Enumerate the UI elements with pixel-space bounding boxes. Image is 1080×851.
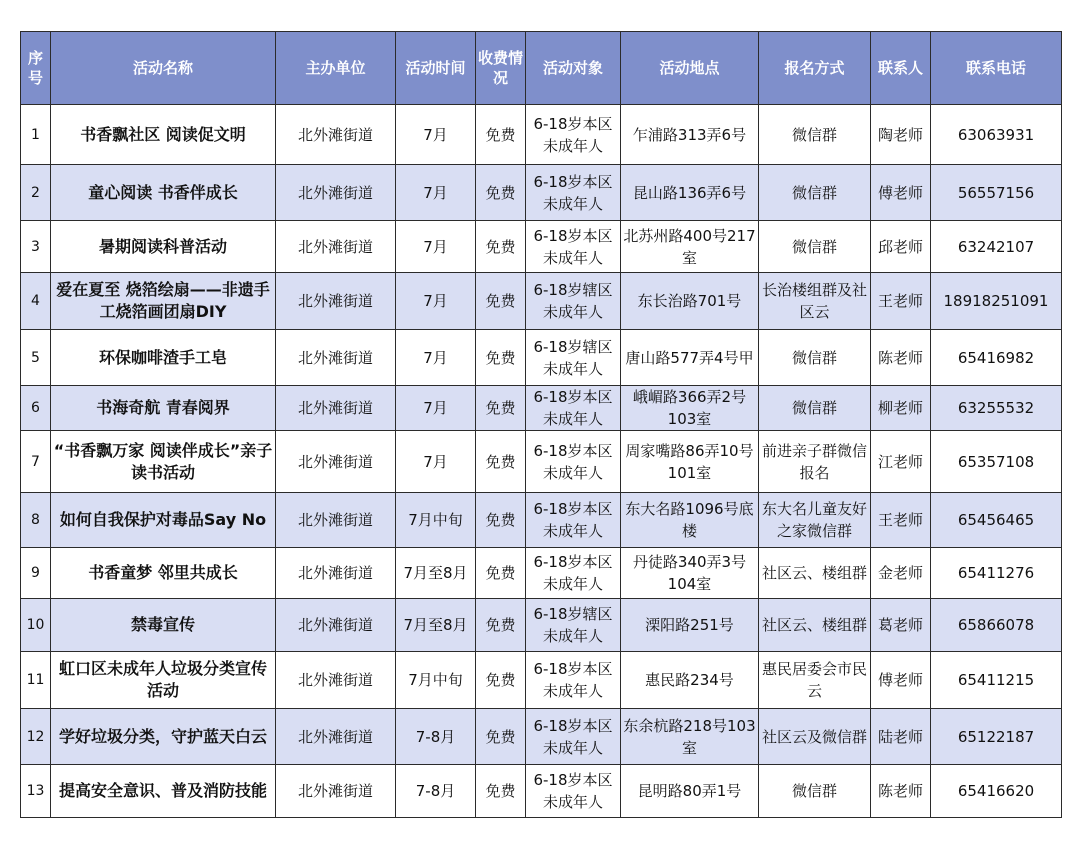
cell-fee: 免费 — [476, 709, 526, 765]
cell-target: 6-18岁本区未成年人 — [526, 709, 621, 765]
cell-no: 10 — [21, 599, 51, 652]
cell-signup: 社区云及微信群 — [759, 709, 871, 765]
cell-organizer: 北外滩街道 — [276, 765, 396, 818]
table-row — [21, 330, 1062, 386]
cell-target: 6-18岁本区未成年人 — [526, 105, 621, 165]
cell-fee: 免费 — [476, 165, 526, 221]
cell-time: 7月至8月 — [396, 599, 476, 652]
cell-signup: 微信群 — [759, 165, 871, 221]
table-row — [21, 386, 1062, 431]
cell-fee: 免费 — [476, 548, 526, 599]
cell-location: 北苏州路400号217室 — [621, 221, 759, 273]
cell-contact: 陈老师 — [871, 765, 931, 818]
table-row — [21, 493, 1062, 548]
cell-signup: 微信群 — [759, 765, 871, 818]
cell-time: 7月 — [396, 431, 476, 493]
table-row — [21, 652, 1062, 709]
cell-target: 6-18岁本区未成年人 — [526, 431, 621, 493]
cell-location: 东余杭路218号103室 — [621, 709, 759, 765]
cell-organizer: 北外滩街道 — [276, 273, 396, 330]
cell-contact: 傅老师 — [871, 652, 931, 709]
cell-phone: 65456465 — [931, 493, 1062, 548]
cell-activity-name: 书海奇航 青春阅界 — [51, 386, 276, 431]
header-fee: 收费情况 — [476, 32, 526, 105]
cell-no: 13 — [21, 765, 51, 818]
cell-activity-name: 书香飘社区 阅读促文明 — [51, 105, 276, 165]
header-location: 活动地点 — [621, 32, 759, 105]
cell-organizer: 北外滩街道 — [276, 709, 396, 765]
cell-fee: 免费 — [476, 386, 526, 431]
cell-time: 7月 — [396, 273, 476, 330]
cell-location: 昆山路136弄6号 — [621, 165, 759, 221]
cell-no: 1 — [21, 105, 51, 165]
cell-fee: 免费 — [476, 273, 526, 330]
cell-no: 4 — [21, 273, 51, 330]
cell-activity-name: 暑期阅读科普活动 — [51, 221, 276, 273]
cell-contact: 江老师 — [871, 431, 931, 493]
cell-activity-name: 禁毒宣传 — [51, 599, 276, 652]
cell-phone: 65866078 — [931, 599, 1062, 652]
header-contact: 联系人 — [871, 32, 931, 105]
cell-location: 周家嘴路86弄10号101室 — [621, 431, 759, 493]
cell-time: 7-8月 — [396, 765, 476, 818]
cell-time: 7月 — [396, 386, 476, 431]
cell-no: 7 — [21, 431, 51, 493]
cell-phone: 65416620 — [931, 765, 1062, 818]
cell-contact: 葛老师 — [871, 599, 931, 652]
cell-contact: 柳老师 — [871, 386, 931, 431]
cell-activity-name: 环保咖啡渣手工皂 — [51, 330, 276, 386]
cell-time: 7月中旬 — [396, 652, 476, 709]
cell-activity-name: 提高安全意识、普及消防技能 — [51, 765, 276, 818]
cell-target: 6-18岁辖区未成年人 — [526, 273, 621, 330]
header-activity-name: 活动名称 — [51, 32, 276, 105]
cell-contact: 陆老师 — [871, 709, 931, 765]
cell-activity-name: 爱在夏至 烧箔绘扇——非遗手工烧箔画团扇DIY — [51, 273, 276, 330]
cell-activity-name: 学好垃圾分类，守护蓝天白云 — [51, 709, 276, 765]
cell-phone: 65357108 — [931, 431, 1062, 493]
cell-no: 11 — [21, 652, 51, 709]
cell-target: 6-18岁本区未成年人 — [526, 493, 621, 548]
cell-time: 7月 — [396, 165, 476, 221]
cell-time: 7月中旬 — [396, 493, 476, 548]
cell-time: 7月至8月 — [396, 548, 476, 599]
cell-no: 12 — [21, 709, 51, 765]
cell-no: 8 — [21, 493, 51, 548]
cell-organizer: 北外滩街道 — [276, 105, 396, 165]
table-row — [21, 548, 1062, 599]
cell-organizer: 北外滩街道 — [276, 548, 396, 599]
cell-time: 7月 — [396, 330, 476, 386]
cell-fee: 免费 — [476, 330, 526, 386]
cell-location: 东大名路1096号底楼 — [621, 493, 759, 548]
cell-organizer: 北外滩街道 — [276, 221, 396, 273]
cell-phone: 65416982 — [931, 330, 1062, 386]
cell-organizer: 北外滩街道 — [276, 330, 396, 386]
cell-fee: 免费 — [476, 493, 526, 548]
cell-signup: 长治楼组群及社区云 — [759, 273, 871, 330]
cell-fee: 免费 — [476, 599, 526, 652]
table-row — [21, 221, 1062, 273]
cell-target: 6-18岁本区未成年人 — [526, 652, 621, 709]
cell-no: 3 — [21, 221, 51, 273]
cell-phone: 18918251091 — [931, 273, 1062, 330]
cell-phone: 65411276 — [931, 548, 1062, 599]
cell-no: 9 — [21, 548, 51, 599]
cell-organizer: 北外滩街道 — [276, 493, 396, 548]
activity-table — [20, 31, 1062, 818]
cell-signup: 社区云、楼组群 — [759, 599, 871, 652]
cell-signup: 微信群 — [759, 386, 871, 431]
table-row — [21, 273, 1062, 330]
cell-no: 6 — [21, 386, 51, 431]
cell-organizer: 北外滩街道 — [276, 165, 396, 221]
cell-target: 6-18岁本区未成年人 — [526, 165, 621, 221]
cell-location: 东长治路701号 — [621, 273, 759, 330]
cell-location: 昆明路80弄1号 — [621, 765, 759, 818]
cell-signup: 惠民居委会市民云 — [759, 652, 871, 709]
header-signup: 报名方式 — [759, 32, 871, 105]
cell-signup: 东大名儿童友好之家微信群 — [759, 493, 871, 548]
cell-fee: 免费 — [476, 652, 526, 709]
header-row — [21, 32, 1062, 105]
cell-activity-name: 童心阅读 书香伴成长 — [51, 165, 276, 221]
table-row — [21, 431, 1062, 493]
cell-signup: 社区云、楼组群 — [759, 548, 871, 599]
cell-organizer: 北外滩街道 — [276, 386, 396, 431]
cell-phone: 56557156 — [931, 165, 1062, 221]
cell-phone: 65122187 — [931, 709, 1062, 765]
cell-phone: 63242107 — [931, 221, 1062, 273]
cell-organizer: 北外滩街道 — [276, 599, 396, 652]
cell-activity-name: 如何自我保护对毒品Say No — [51, 493, 276, 548]
cell-organizer: 北外滩街道 — [276, 652, 396, 709]
cell-organizer: 北外滩街道 — [276, 431, 396, 493]
cell-fee: 免费 — [476, 765, 526, 818]
header-organizer: 主办单位 — [276, 32, 396, 105]
cell-no: 2 — [21, 165, 51, 221]
cell-location: 峨嵋路366弄2号103室 — [621, 386, 759, 431]
cell-location: 丹徒路340弄3号104室 — [621, 548, 759, 599]
header-time: 活动时间 — [396, 32, 476, 105]
cell-contact: 王老师 — [871, 493, 931, 548]
cell-contact: 金老师 — [871, 548, 931, 599]
cell-location: 乍浦路313弄6号 — [621, 105, 759, 165]
cell-time: 7-8月 — [396, 709, 476, 765]
cell-activity-name: “书香飘万家 阅读伴成长”亲子读书活动 — [51, 431, 276, 493]
cell-phone: 63063931 — [931, 105, 1062, 165]
table-row — [21, 105, 1062, 165]
cell-signup: 微信群 — [759, 330, 871, 386]
cell-target: 6-18岁辖区未成年人 — [526, 330, 621, 386]
cell-activity-name: 虹口区未成年人垃圾分类宣传活动 — [51, 652, 276, 709]
cell-target: 6-18岁本区未成年人 — [526, 765, 621, 818]
cell-contact: 王老师 — [871, 273, 931, 330]
table-row — [21, 165, 1062, 221]
table-row — [21, 599, 1062, 652]
cell-fee: 免费 — [476, 221, 526, 273]
cell-fee: 免费 — [476, 431, 526, 493]
header-phone: 联系电话 — [931, 32, 1062, 105]
header-target: 活动对象 — [526, 32, 621, 105]
cell-location: 唐山路577弄4号甲 — [621, 330, 759, 386]
cell-fee: 免费 — [476, 105, 526, 165]
cell-signup: 微信群 — [759, 105, 871, 165]
table-row — [21, 709, 1062, 765]
cell-phone: 63255532 — [931, 386, 1062, 431]
cell-contact: 傅老师 — [871, 165, 931, 221]
cell-target: 6-18岁本区未成年人 — [526, 221, 621, 273]
cell-signup: 微信群 — [759, 221, 871, 273]
header-no: 序号 — [21, 32, 51, 105]
cell-time: 7月 — [396, 105, 476, 165]
cell-no: 5 — [21, 330, 51, 386]
cell-contact: 陈老师 — [871, 330, 931, 386]
cell-contact: 陶老师 — [871, 105, 931, 165]
cell-phone: 65411215 — [931, 652, 1062, 709]
table-row — [21, 765, 1062, 818]
cell-signup: 前进亲子群微信报名 — [759, 431, 871, 493]
cell-target: 6-18岁本区未成年人 — [526, 386, 621, 431]
cell-location: 惠民路234号 — [621, 652, 759, 709]
cell-contact: 邱老师 — [871, 221, 931, 273]
cell-location: 溧阳路251号 — [621, 599, 759, 652]
cell-target: 6-18岁本区未成年人 — [526, 548, 621, 599]
cell-target: 6-18岁辖区未成年人 — [526, 599, 621, 652]
cell-time: 7月 — [396, 221, 476, 273]
cell-activity-name: 书香童梦 邻里共成长 — [51, 548, 276, 599]
